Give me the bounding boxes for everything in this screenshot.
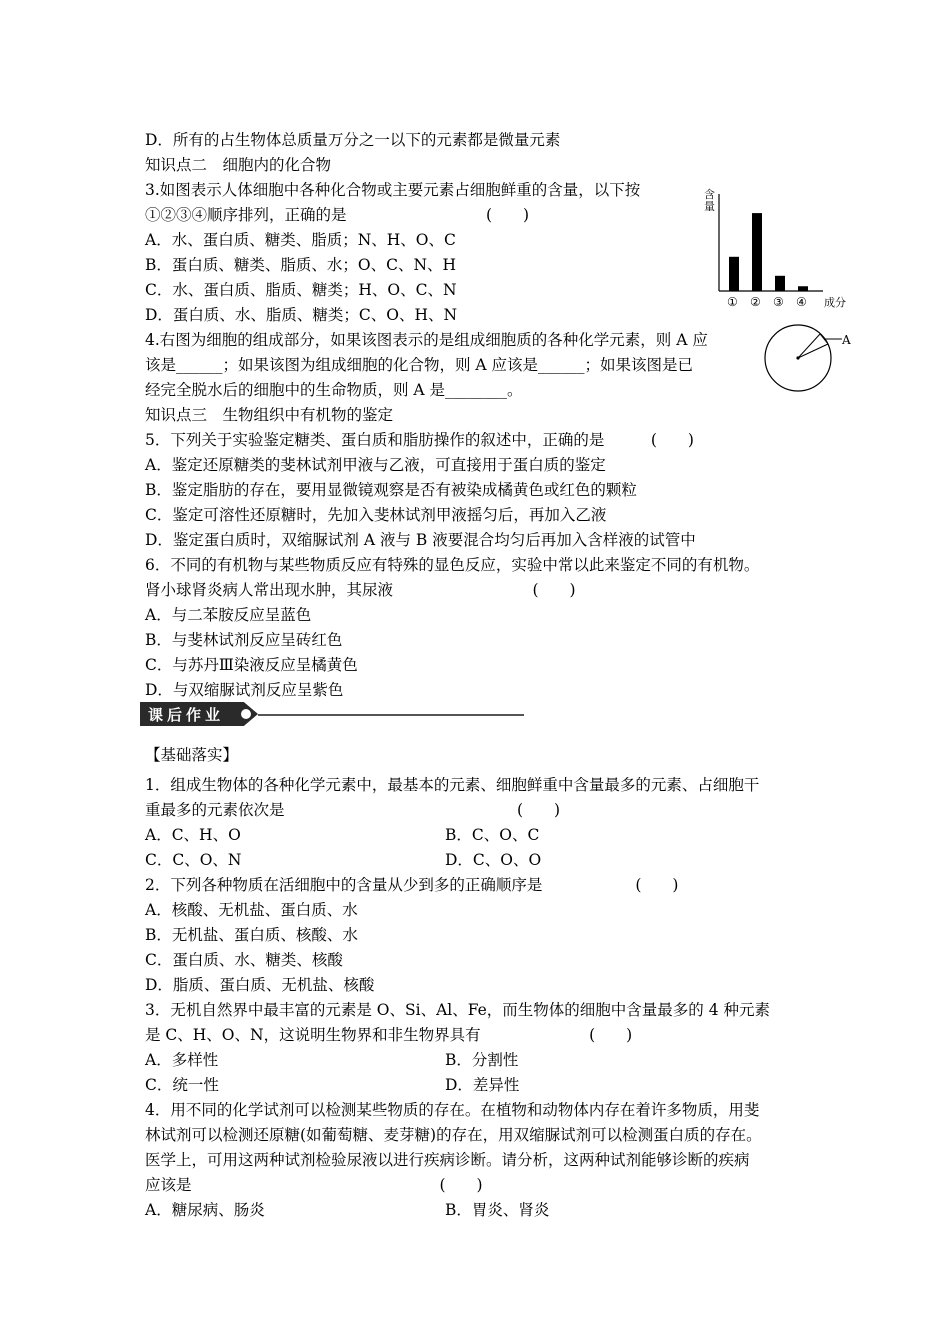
option-c: C．蛋白质、水、糖类、核酸 <box>145 951 343 969</box>
bar-1 <box>729 257 739 291</box>
option-a: A．多样性 <box>145 1051 219 1069</box>
option-d: D．脂质、蛋白质、无机盐、核酸 <box>145 976 375 994</box>
question-4: 4.右图为细胞的组成部分，如果该图表示的是组成细胞质的各种化学元素，则 A 应 <box>145 331 708 349</box>
option-c: C．鉴定可溶性还原糖时，先加入斐林试剂甲液摇匀后，再加入乙液 <box>145 506 607 524</box>
question-1: 1．组成生物体的各种化学元素中，最基本的元素、细胞鲜重中含量最多的元素、占细胞干 <box>145 776 760 794</box>
option-b: B．C、O、C <box>445 826 540 844</box>
question-3-cont: 是 C、H、O、N，这说明生物界和非生物界具有 ( ) <box>145 1026 633 1044</box>
question-6-cont: 肾小球肾炎病人常出现水肿，其尿液 ( ) <box>145 581 576 599</box>
x-tick-label-4: ④ <box>796 295 807 309</box>
banner-title: 课后作业 <box>148 706 225 724</box>
y-axis-label-1: 含 <box>704 188 715 201</box>
option-d: D．差异性 <box>445 1076 520 1094</box>
x-tick-label-1: ① <box>727 295 738 309</box>
option-b: B．分割性 <box>445 1051 519 1069</box>
option-c: C．水、蛋白质、脂质、糖类；H、O、C、N <box>145 281 457 299</box>
question-4-cont: 该是______；如果该图为组成细胞的化合物，则 A 应该是______；如果该图是已 <box>145 356 694 374</box>
option-d: D．与双缩脲试剂反应呈紫色 <box>145 681 344 699</box>
section-heading: 【基础落实】 <box>145 746 239 764</box>
banner-dot <box>241 709 251 719</box>
question-3-cont: ①②③④顺序排列，正确的是 ( ) <box>145 206 530 224</box>
question-2: 2．下列各种物质在活细胞中的含量从少到多的正确顺序是 ( ) <box>145 876 679 894</box>
section-heading: 知识点三 生物组织中有机物的鉴定 <box>145 406 394 424</box>
option-b: B．蛋白质、糖类、脂质、水；O、C、N、H <box>145 256 457 274</box>
question-3: 3.如图表示人体细胞中各种化合物或主要元素占细胞鲜重的含量，以下按 <box>145 181 641 199</box>
bar-3 <box>775 276 785 291</box>
option-b: B．胃炎、肾炎 <box>445 1201 550 1219</box>
bar-4 <box>798 286 808 291</box>
option-b: B．无机盐、蛋白质、核酸、水 <box>145 926 358 944</box>
option-a: A．糖尿病、肠炎 <box>145 1201 265 1219</box>
option-d: D．蛋白质、水、脂质、糖类；C、O、H、N <box>145 306 458 324</box>
banner-rule <box>258 714 524 716</box>
option-c: C．统一性 <box>145 1076 219 1094</box>
option-a: A．C、H、O <box>145 826 241 844</box>
composition-circle <box>760 322 855 397</box>
label-a: A <box>842 333 851 347</box>
question-4-cont: 经完全脱水后的细胞中的生命物质，则 A 是________。 <box>145 381 523 399</box>
option-c: C．与苏丹Ⅲ染液反应呈橘黄色 <box>145 656 358 674</box>
option-b: B．与斐林试剂反应呈砖红色 <box>145 631 343 649</box>
x-tick-label-2: ② <box>750 295 761 309</box>
option-c: C．C、O、N <box>145 851 242 869</box>
option-a: A．核酸、无机盐、蛋白质、水 <box>145 901 358 919</box>
question-4-cont: 医学上，可用这两种试剂检验尿液以进行疾病诊断。请分析，这两种试剂能够诊断的疾病 <box>145 1151 750 1169</box>
bar-chart <box>698 186 853 314</box>
text-line: D．所有的占生物体总质量万分之一以下的元素都是微量元素 <box>145 131 561 149</box>
question-5: 5．下列关于实验鉴定糖类、蛋白质和脂肪操作的叙述中，正确的是 ( ) <box>145 431 694 449</box>
bar-2 <box>752 213 762 291</box>
question-4-cont: 应该是 ( ) <box>145 1176 483 1194</box>
option-d: D．C、O、O <box>445 851 542 869</box>
sector-line <box>798 344 828 358</box>
question-4-cont: 林试剂可以检测还原糖(如葡萄糖、麦芽糖)的存在，用双缩脲试剂可以检测蛋白质的存在。 <box>145 1126 762 1144</box>
y-axis-label-2: 量 <box>704 200 715 213</box>
option-b: B．鉴定脂肪的存在，要用显微镜观察是否有被染成橘黄色或红色的颗粒 <box>145 481 637 499</box>
question-4: 4．用不同的化学试剂可以检测某些物质的存在。在植物和动物体内存在着许多物质，用斐 <box>145 1101 760 1119</box>
sector-line <box>798 334 820 358</box>
option-d: D．鉴定蛋白质时，双缩脲试剂 A 液与 B 液要混合均匀后再加入含样液的试管中 <box>145 531 696 549</box>
option-a: A．与二苯胺反应呈蓝色 <box>145 606 312 624</box>
question-1-cont: 重最多的元素依次是 ( ) <box>145 801 561 819</box>
option-a: A．水、蛋白质、糖类、脂质；N、H、O、C <box>145 231 456 249</box>
homework-banner <box>140 702 540 726</box>
option-a: A．鉴定还原糖类的斐林试剂甲液与乙液，可直接用于蛋白质的鉴定 <box>145 456 606 474</box>
question-3: 3．无机自然界中最丰富的元素是 O、Si、Al、Fe，而生物体的细胞中含量最多的 4 种元素 <box>145 1001 771 1019</box>
section-heading: 知识点二 细胞内的化合物 <box>145 156 332 174</box>
question-6: 6．不同的有机物与某些物质反应有特殊的显色反应，实验中常以此来鉴定不同的有机物。 <box>145 556 760 574</box>
x-axis-label: 成分 <box>824 296 846 309</box>
x-tick-label-3: ③ <box>773 295 784 309</box>
